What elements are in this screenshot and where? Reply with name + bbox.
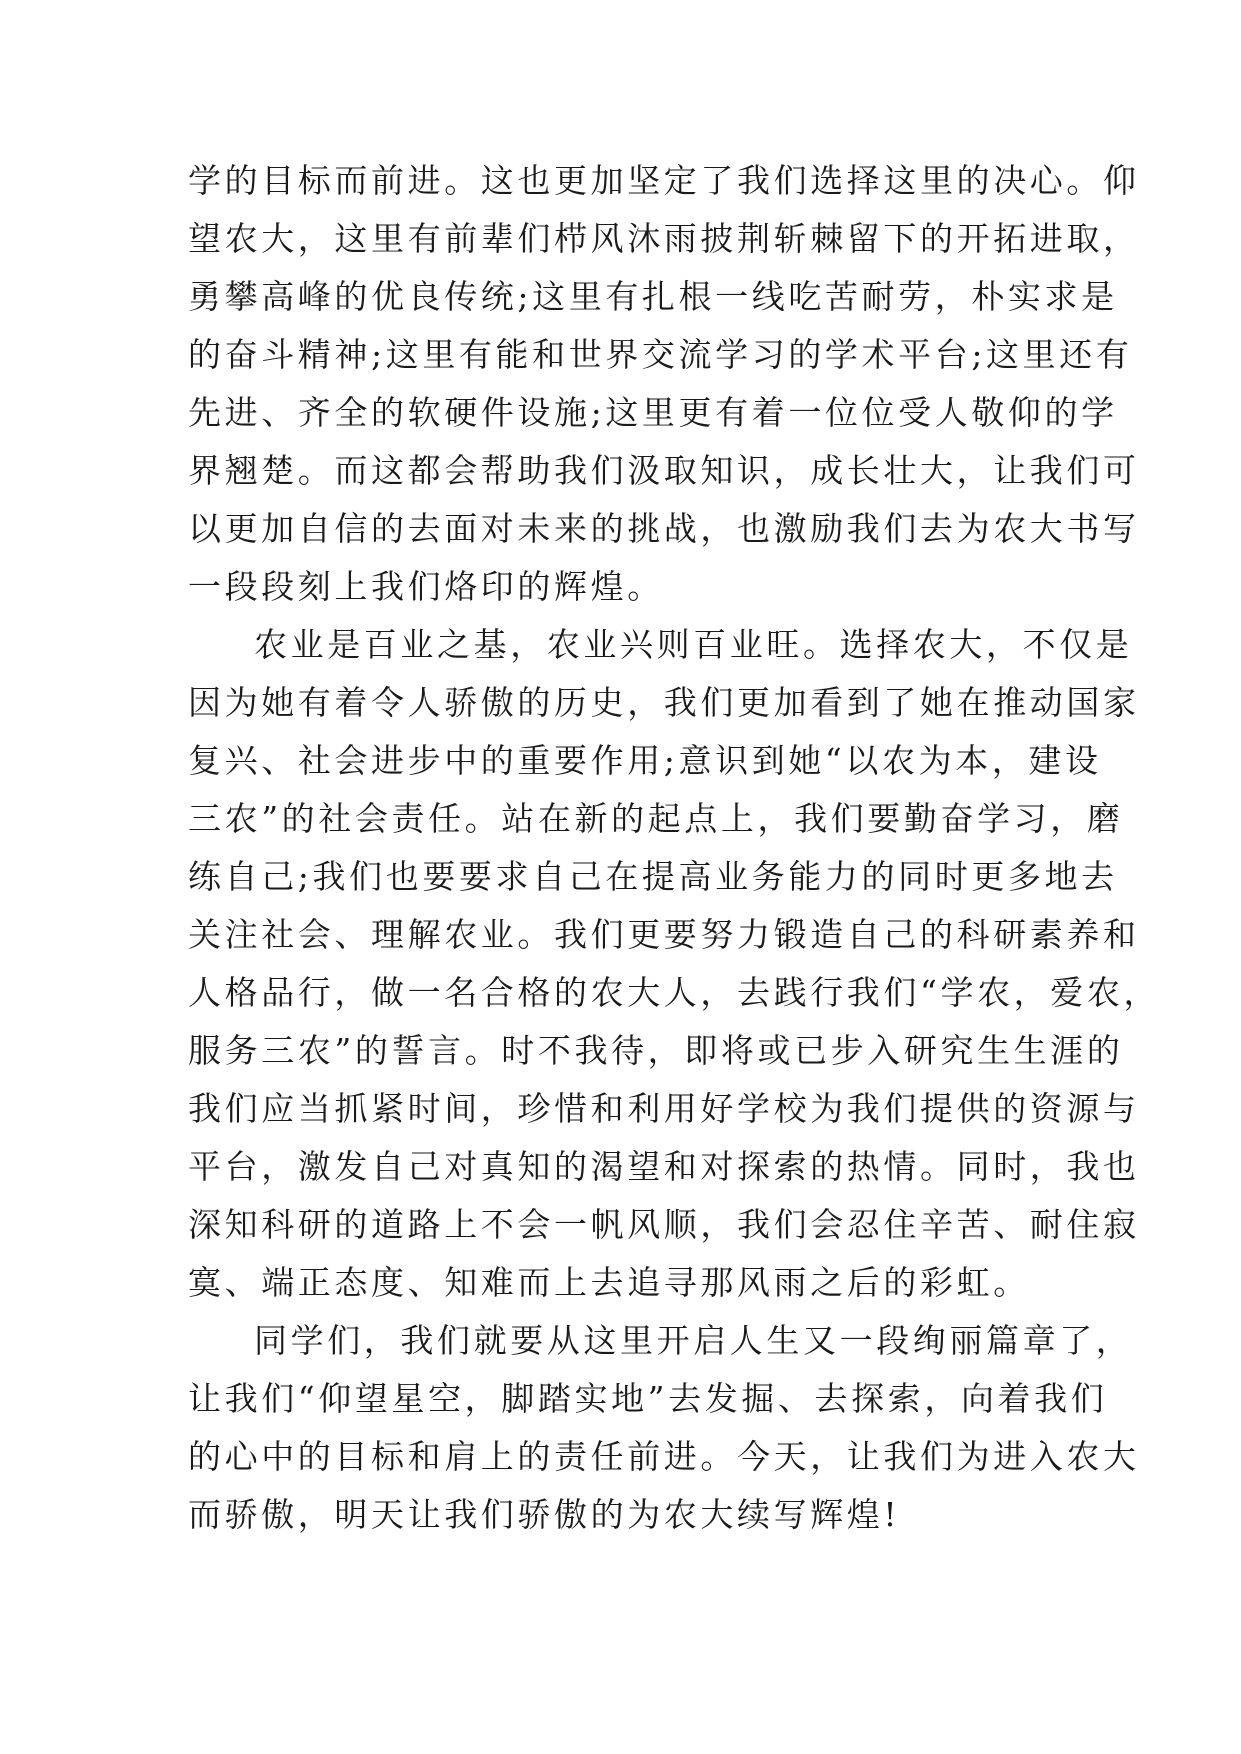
text-line: 先进、齐全的软硬件设施;这里更有着一位位受人敬仰的学 <box>188 393 1118 432</box>
text-line: 平台，激发自己对真知的渴望和对探索的热情。同时，我也 <box>188 1147 1140 1186</box>
text-line: 因为她有着令人骄傲的历史，我们更加看到了她在推动国家 <box>188 683 1140 722</box>
text-line: 寞、端正态度、知难而上去追寻那风雨之后的彩虹。 <box>188 1263 1030 1302</box>
text-line: 一段段刻上我们烙印的辉煌。 <box>188 567 664 606</box>
text-line: 界翘楚。而这都会帮助我们汲取知识，成长壮大，让我们可 <box>188 451 1140 490</box>
text-line: 勇攀高峰的优良传统;这里有扎根一线吃苦耐劳，朴实求是 <box>188 277 1118 316</box>
text-line: 服务三农”的誓言。时不我待，即将或已步入研究生生涯的 <box>188 1031 1124 1070</box>
text-line: 三农”的社会责任。站在新的起点上，我们要勤奋学习，磨 <box>188 799 1124 838</box>
text-line: 深知科研的道路上不会一帆风顺，我们会忍住辛苦、耐住寂 <box>188 1205 1140 1244</box>
text-line: 望农大，这里有前辈们栉风沐雨披荆斩棘留下的开拓进取， <box>188 219 1140 258</box>
text-line: 以更加自信的去面对未来的挑战，也激励我们去为农大书写 <box>188 509 1140 548</box>
text-line-first: 同学们，我们就要从这里开启人生又一段绚丽篇章了， <box>254 1321 1133 1360</box>
text-line: 的心中的目标和肩上的责任前进。今天，让我们为进入农大 <box>188 1437 1140 1476</box>
body-text <box>188 152 1161 1544</box>
text-line: 学的目标而前进。这也更加坚定了我们选择这里的决心。仰 <box>188 161 1140 200</box>
paragraph-2 <box>188 616 1161 1312</box>
text-line: 人格品行，做一名合格的农大人，去践行我们“学农，爱农， <box>188 973 1161 1012</box>
text-line: 练自己;我们也要要求自己在提高业务能力的同时更多地去 <box>188 857 1118 896</box>
text-line: 关注社会、理解农业。我们更要努力锻造自己的科研素养和 <box>188 915 1140 954</box>
paragraph-3 <box>188 1312 1140 1544</box>
text-line: 的奋斗精神;这里有能和世界交流学习的学术平台;这里还有 <box>188 335 1133 374</box>
text-line: 我们应当抓紧时间，珍惜和利用好学校为我们提供的资源与 <box>188 1089 1140 1128</box>
text-line-first: 农业是百业之基，农业兴则百业旺。选择农大，不仅是 <box>254 625 1133 664</box>
paragraph-1 <box>188 152 1140 616</box>
text-line: 复兴、社会进步中的重要作用;意识到她“以农为本，建设 <box>188 741 1102 780</box>
text-line: 让我们“仰望星空，脚踏实地”去发掘、去探索，向着我们 <box>188 1379 1108 1418</box>
text-line: 而骄傲，明天让我们骄傲的为农大续写辉煌! <box>188 1495 901 1534</box>
